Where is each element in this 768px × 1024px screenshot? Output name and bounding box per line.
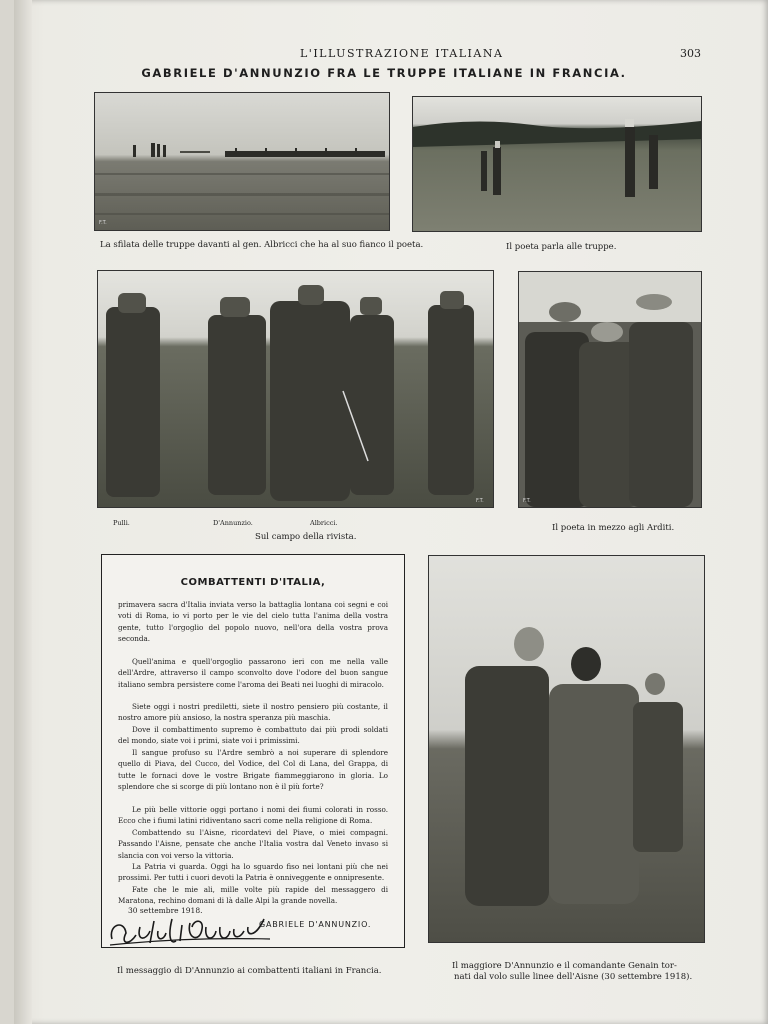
photo-credit-mark: F.T. [476, 498, 484, 504]
letter-box [101, 554, 405, 948]
article-headline: GABRIELE D'ANNUNZIO FRA LE TRUPPE ITALIANE IN FRANCIA. [141, 66, 627, 80]
letter-date: 30 settembre 1918. [128, 906, 203, 915]
photo-credit-mark: F.T. [99, 220, 107, 226]
caption-aviators-line1: Il maggiore D'Annunzio e il comandante Genain tor- [452, 961, 677, 971]
letter-paragraph: Il sangue profuso su l'Ardre sembrò a noi superare di splendore quello di Piava, del Cucco, del Vodice, del Col di Lana, del Grappa, di tutte le fornaci dove le vostre Brigate fiammeggiarono in gloria. Lo splendore che si scorge di più lontano non è il più forte? [118, 748, 388, 792]
caption-troop-parade: La sfilata delle truppe davanti al gen. Albricci che ha al suo fianco il poeta. [100, 240, 424, 250]
caption-poet-speaks: Il poeta parla alle truppe. [506, 242, 617, 252]
photo-troop-parade [94, 92, 390, 231]
letter-paragraph: Quell'anima e quell'orgoglio passarono ieri con me nella valle dell'Ardre, attraverso il campo sconvolto dove l'odore del buon sangue italiano sembra persistere come l'aroma dei Beati nei luoghi di miracolo. [118, 657, 388, 689]
letter-signature-name: GABRIELE D'ANNUNZIO. [259, 920, 372, 929]
letter-paragraph: Le più belle vittorie oggi portano i nomi dei fiumi colorati in rosso. Ecco che i fiumi latini ridiventano sacri come nella religione di Roma. [118, 805, 388, 826]
letter-title: COMBATTENTI D'ITALIA, [180, 577, 326, 588]
photo-poet-speaks [412, 96, 702, 232]
handwritten-signature-image [106, 905, 276, 951]
photo-aviators [428, 555, 705, 943]
caption-name-dannunzio: D'Annunzio. [213, 519, 253, 527]
photo-review-field [97, 270, 494, 508]
letter-paragraph: primavera sacra d'Italia inviata verso la battaglia lontana coi segni e coi voti di Roma, io vi porto per le vie del cielo tutta l'anima della vostra gente, tutto l'orgoglio del popolo nuovo, nell'ora della vostra prova seconda. [118, 600, 388, 644]
caption-letter: Il messaggio di D'Annunzio ai combattenti italiani in Francia. [117, 966, 382, 976]
letter-paragraph: La Patria vi guarda. Oggi ha lo sguardo fiso nei lontani più che nei prossimi. Per tutti i cuori devoti la Patria è onniveggente e onnipresente. [118, 862, 388, 883]
magazine-title: L'ILLUSTRAZIONE ITALIANA [300, 47, 504, 60]
caption-aviators-line2: nati dal volo sulle linee dell'Aisne (30 settembre 1918). [454, 972, 693, 982]
letter-paragraph: Dove il combattimento supremo è combattuto dai più prodi soldati del mondo, siate voi i primi, siate voi i primissimi. [118, 725, 388, 746]
photo-poet-arditi [518, 271, 702, 508]
letter-paragraph: Fate che le mie ali, mille volte più rapide del messaggero di Maratona, rechino domani di là dalle Alpi la grande novella. [118, 885, 388, 906]
letter-paragraph: Siete oggi i nostri prediletti, siete il nostro pensiero più costante, il nostro amore più ansioso, la nostra speranza più maschia. [118, 702, 388, 723]
page-number: 303 [680, 47, 701, 60]
letter-paragraph: Combattendo su l'Aisne, ricordatevi del Piave, o miei compagni. Passando l'Aisne, pensate che anche l'Italia vostra dal Veneto invaso si slancia con voi verso la vittoria. [118, 828, 388, 860]
page-fold [14, 0, 32, 1024]
caption-poet-arditi: Il poeta in mezzo agli Arditi. [552, 523, 675, 533]
photo-credit-mark: F.T. [523, 498, 531, 504]
caption-review-field: Sul campo della rivista. [255, 532, 357, 542]
caption-name-albricci: Albricci. [310, 519, 338, 527]
caption-name-pulli: Pulli. [113, 519, 130, 527]
